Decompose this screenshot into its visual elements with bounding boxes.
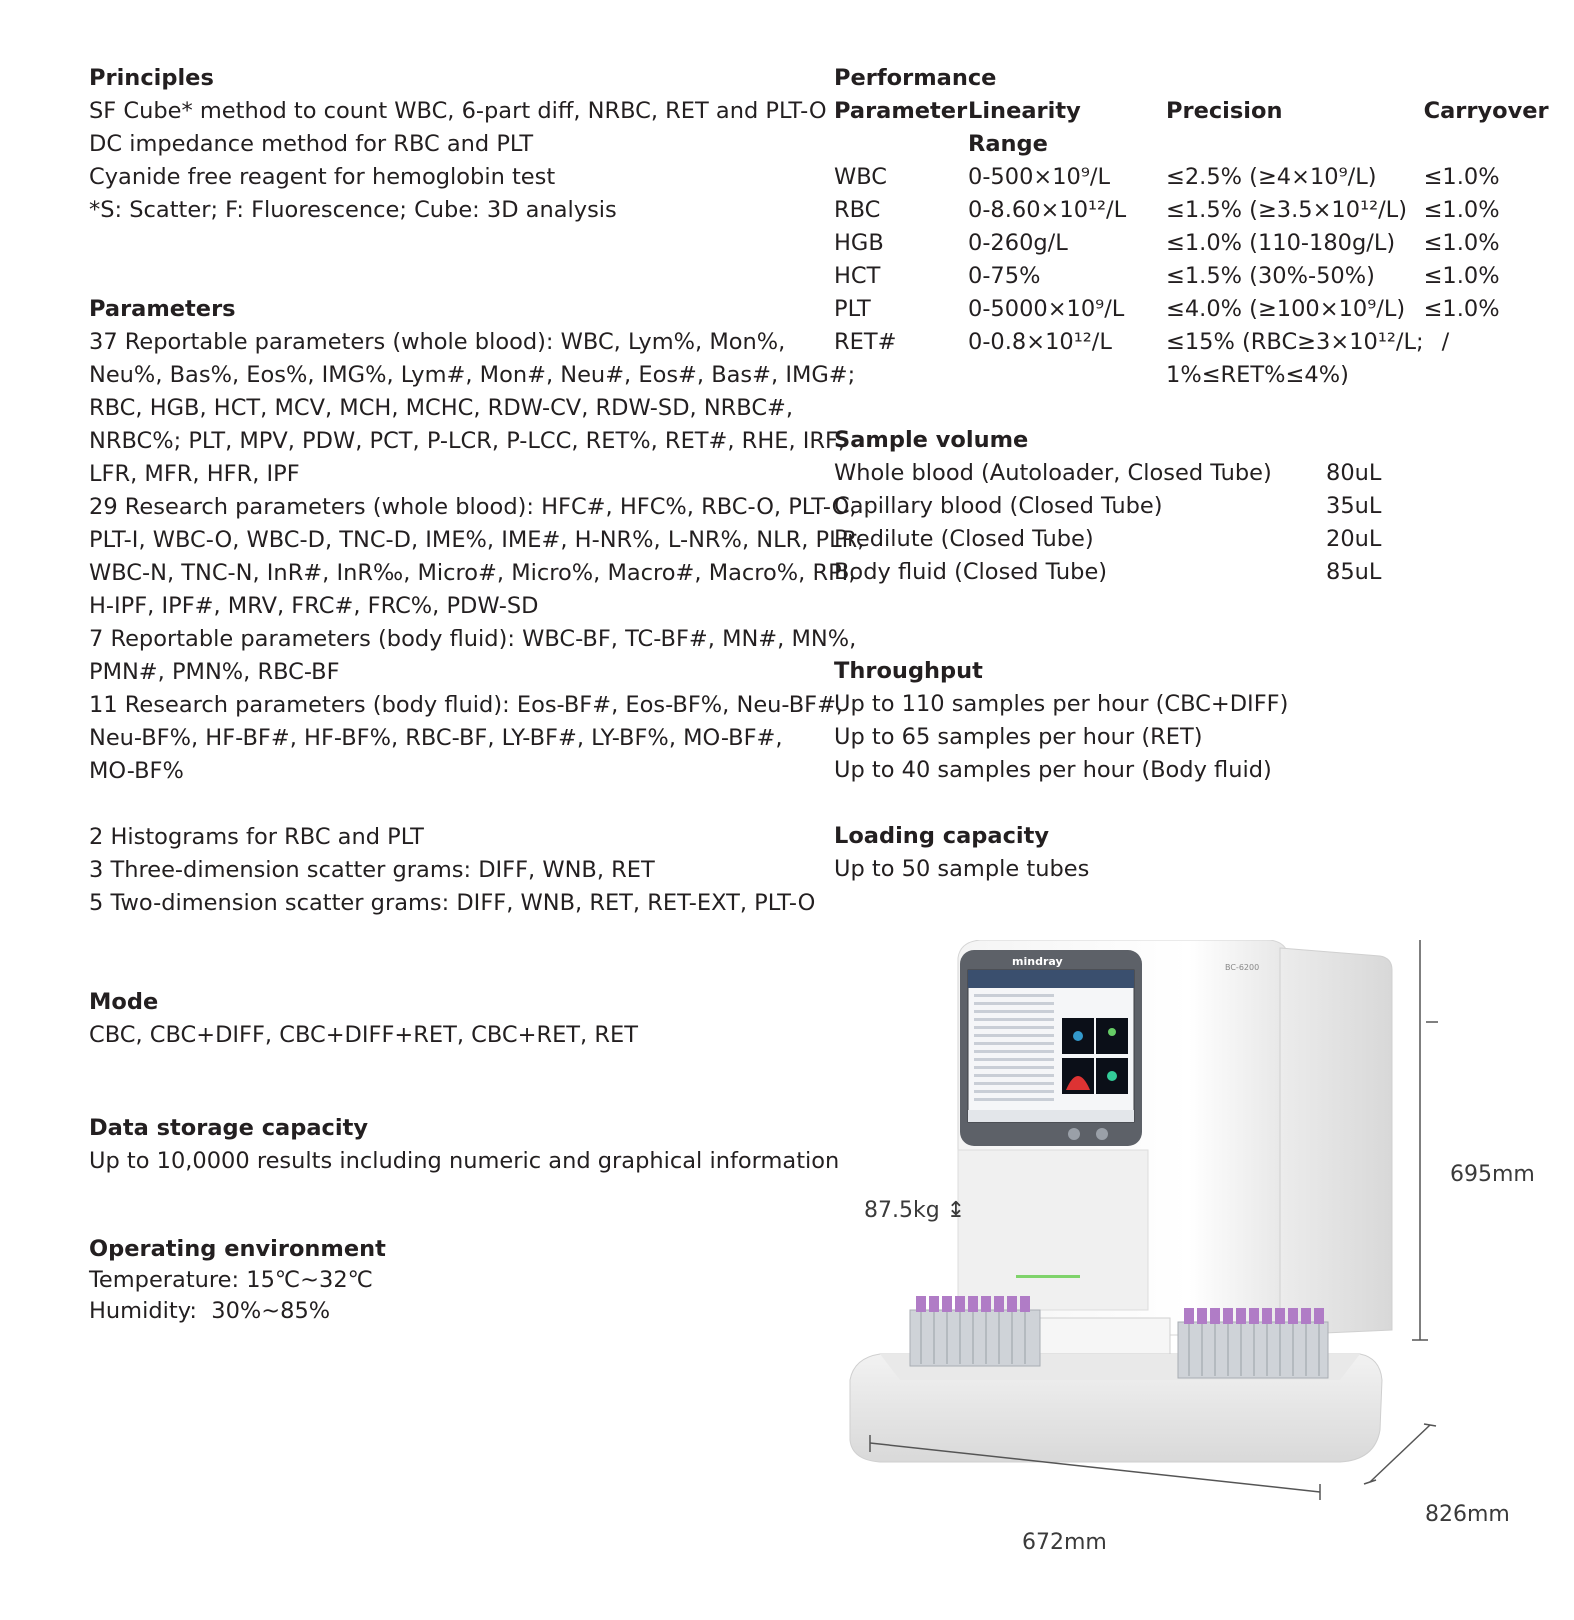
section-title: Loading capacity (834, 823, 1050, 849)
volume-row (834, 523, 1554, 556)
table-row (834, 326, 1549, 392)
right-tube-rack (1178, 1308, 1328, 1378)
principles-section (89, 62, 827, 227)
table-row (834, 260, 1549, 293)
volume-value: 80uL (1326, 460, 1382, 486)
table-header-row (834, 95, 1549, 161)
performance-table (834, 95, 1549, 392)
range-cell: 0-8.60×10¹²/L (968, 197, 1127, 223)
text-line: NRBC%; PLT, MPV, PDW, PCT, P-LCR, P-LCC, RET%, RET#, RHE, IRF, (89, 428, 846, 454)
table-row (834, 293, 1549, 326)
precision-cell: ≤1.0% (110-180g/L) (1166, 230, 1396, 256)
table-row (834, 194, 1549, 227)
performance-section (834, 62, 1554, 392)
analyzer-illustration (840, 940, 1560, 1560)
weight-label: 87.5kg ↨ (864, 1198, 966, 1223)
volume-name: Body fluid (Closed Tube) (834, 559, 1108, 585)
range-cell: 0-500×10⁹/L (968, 164, 1110, 190)
section-title: Mode (89, 989, 159, 1015)
param-cell: RET# (834, 329, 897, 355)
text-line: PLT-I, WBC-O, WBC-D, TNC-D, IME%, IME#, H-NR%, L-NR%, NLR, PLR, (89, 527, 865, 553)
left-column (89, 62, 865, 1327)
carryover-cell: ≤1.0% (1423, 296, 1500, 322)
text-line: Neu%, Bas%, Eos%, IMG%, Lym#, Mon#, Neu#, Eos#, Bas#, IMG#; (89, 362, 856, 388)
analyzer-drawing (840, 940, 1560, 1560)
volume-value: 20uL (1326, 526, 1382, 552)
param-cell: RBC (834, 197, 881, 223)
param-cell: HCT (834, 263, 881, 289)
volume-value: 35uL (1326, 493, 1382, 519)
text-line: 29 Research parameters (whole blood): HFC#, HFC%, RBC-O, PLT-O, (89, 494, 857, 520)
text-line: 37 Reportable parameters (whole blood): WBC, Lym%, Mon%, (89, 329, 786, 355)
text-line: Up to 50 sample tubes (834, 856, 1090, 882)
column-header: Carryover (1423, 98, 1549, 124)
text-line: *S: Scatter; F: Fluorescence; Cube: 3D analysis (89, 197, 617, 223)
humidity-line: Humidity: 30%~85% (89, 1298, 331, 1324)
model-label: BC-6200 (1225, 963, 1260, 972)
volume-row (834, 556, 1554, 589)
section-title: Throughput (834, 658, 983, 684)
text-line: DC impedance method for RBC and PLT (89, 131, 534, 157)
text-line: PMN#, PMN%, RBC-BF (89, 659, 340, 685)
text-line: LFR, MFR, HFR, IPF (89, 461, 300, 487)
carryover-cell: ≤1.0% (1423, 197, 1500, 223)
text-line: MO-BF% (89, 758, 184, 784)
brand-label: mindray (1012, 955, 1063, 968)
precision-line: 1%≤RET%≤4%) (1166, 362, 1349, 388)
text-line: 11 Research parameters (body fluid): Eos-BF#, Eos-BF%, Neu-BF#, (89, 692, 844, 718)
carryover-cell: / (1441, 329, 1450, 355)
text-line: SF Cube* method to count WBC, 6-part diff, NRBC, RET and PLT-O (89, 98, 827, 124)
volume-row (834, 490, 1554, 523)
text-line: 7 Reportable parameters (body fluid): WBC-BF, TC-BF#, MN#, MN%, (89, 626, 857, 652)
text-line: CBC, CBC+DIFF, CBC+DIFF+RET, CBC+RET, RET (89, 1022, 638, 1048)
text-line: Up to 65 samples per hour (RET) (834, 724, 1203, 750)
height-label: 695mm (1450, 1162, 1535, 1187)
temperature-line: Temperature: 15℃~32℃ (89, 1267, 373, 1293)
column-header: Parameter (834, 98, 968, 124)
text-line: Up to 40 samples per hour (Body fluid) (834, 757, 1272, 783)
weight-arrow-icon: ↨ (946, 1198, 966, 1223)
table-row (834, 161, 1549, 194)
depth-label: 826mm (1425, 1502, 1510, 1527)
volume-name: Capillary blood (Closed Tube) (834, 493, 1163, 519)
column-header: Linearity Range (968, 98, 1081, 157)
param-cell: HGB (834, 230, 884, 256)
precision-cell: ≤1.5% (30%-50%) (1166, 263, 1375, 289)
volume-name: Predilute (Closed Tube) (834, 526, 1094, 552)
text-line: Up to 110 samples per hour (CBC+DIFF) (834, 691, 1289, 717)
width-label: 672mm (1022, 1530, 1107, 1555)
volume-name: Whole blood (Autoloader, Closed Tube) (834, 460, 1272, 486)
column-header: Precision (1166, 98, 1283, 124)
range-cell: 0-75% (968, 263, 1041, 289)
carryover-cell: ≤1.0% (1423, 230, 1500, 256)
section-title: Principles (89, 65, 214, 91)
precision-line: ≤15% (RBC≥3×10¹²/L; (1166, 329, 1424, 355)
text-line: Neu-BF%, HF-BF#, HF-BF%, RBC-BF, LY-BF#, LY-BF%, MO-BF#, (89, 725, 783, 751)
loading-section (834, 820, 1554, 886)
right-column (834, 62, 1554, 886)
carryover-cell: ≤1.0% (1423, 164, 1500, 190)
volume-value: 85uL (1326, 559, 1382, 585)
table-row (834, 227, 1549, 260)
precision-cell: ≤1.5% (≥3.5×10¹²/L) (1166, 197, 1407, 223)
precision-cell: ≤4.0% (≥100×10⁹/L) (1166, 296, 1406, 322)
text-line: Up to 10,0000 results including numeric and graphical information (89, 1148, 840, 1174)
text-line: Cyanide free reagent for hemoglobin test (89, 164, 556, 190)
throughput-section (834, 655, 1554, 787)
left-tube-rack (910, 1296, 1040, 1366)
text-line: 5 Two-dimension scatter grams: DIFF, WNB, RET, RET-EXT, PLT-O (89, 890, 816, 916)
text-line: WBC-N, TNC-N, InR#, InR‰, Micro#, Micro%, Macro#, Macro%, RPI, (89, 560, 856, 586)
text-line: H-IPF, IPF#, MRV, FRC#, FRC%, PDW-SD (89, 593, 539, 619)
precision-cell (1166, 326, 1424, 392)
volume-row (834, 457, 1554, 490)
text-line: RBC, HGB, HCT, MCV, MCH, MCHC, RDW-CV, RDW-SD, NRBC#, (89, 395, 794, 421)
section-title: Sample volume (834, 427, 1029, 453)
text-line: 3 Three-dimension scatter grams: DIFF, WNB, RET (89, 857, 655, 883)
mode-section (89, 986, 804, 1052)
precision-cell: ≤2.5% (≥4×10⁹/L) (1166, 164, 1377, 190)
section-title: Parameters (89, 296, 236, 322)
environment-section (89, 1234, 804, 1327)
storage-section (89, 1112, 840, 1178)
carryover-cell: ≤1.0% (1423, 263, 1500, 289)
param-cell: WBC (834, 164, 887, 190)
section-title: Operating environment (89, 1236, 386, 1262)
sample-volume-section (834, 424, 1554, 589)
range-cell: 0-0.8×10¹²/L (968, 329, 1112, 355)
section-title: Performance (834, 65, 997, 91)
range-cell: 0-5000×10⁹/L (968, 296, 1125, 322)
param-cell: PLT (834, 296, 871, 322)
text-line: 2 Histograms for RBC and PLT (89, 824, 424, 850)
range-cell: 0-260g/L (968, 230, 1068, 256)
section-title: Data storage capacity (89, 1115, 368, 1141)
parameters-section (89, 293, 865, 920)
